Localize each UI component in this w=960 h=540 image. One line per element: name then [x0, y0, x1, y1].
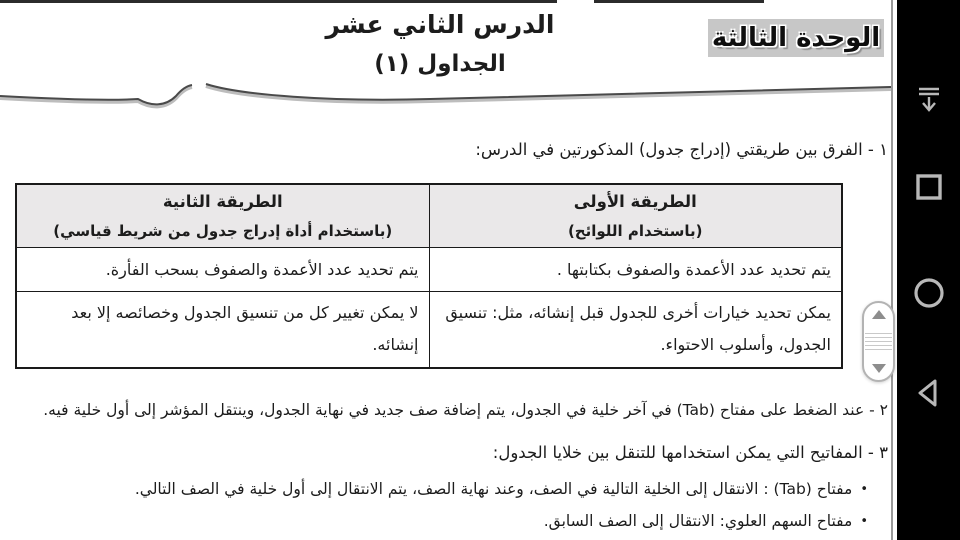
- point-3-text: ٣ - المفاتيح التي يمكن استخدامها للتنقل بين خلايا الجدول:: [492, 443, 888, 462]
- row1-method2-cell: يتم تحديد عدد الأعمدة والصفوف بسحب الفأرة.: [16, 247, 429, 291]
- scroll-control[interactable]: [862, 301, 895, 382]
- bullet-item-text: مفتاح (Tab) : الانتقال إلى الخلية التالية في الصف، وعند نهاية الصف، يتم الانتقال إلى أول خلية في الصف التالي.: [134, 480, 853, 498]
- android-nav-bar: [897, 0, 960, 540]
- header-method-2: [16, 184, 429, 247]
- scroll-up-icon[interactable]: [872, 310, 886, 319]
- lesson-header: [235, 8, 645, 77]
- back-button[interactable]: [897, 365, 960, 421]
- scroll-grip-icon[interactable]: [865, 333, 892, 350]
- recent-apps-button[interactable]: [897, 159, 960, 215]
- point-2-text: ٢ - عند الضغط على مفتاح (Tab) في آخر خلية في الجدول، يتم إضافة صف جديد في نهاية الجدول، وينتقل المؤشر إلى أول خلية فيه.: [43, 401, 888, 419]
- header-method-1-subtitle: (باستخدام اللوائح): [567, 221, 703, 240]
- point-1-text: ١ - الفرق بين طريقتي (إدراج جدول) المذكورتين في الدرس:: [475, 140, 888, 159]
- hide-keyboard-icon: [914, 84, 944, 114]
- page-top-border: [0, 0, 557, 3]
- row2-method1-cell: يمكن تحديد خيارات أخرى للجدول قبل إنشائه، مثل: تنسيق الجدول، وأسلوب الاحتواء.: [429, 291, 842, 368]
- header-method-2-subtitle: (باستخدام أداة إدراج جدول من شريط قياسي): [53, 221, 393, 240]
- header-method-2-title: الطريقة الثانية: [162, 191, 283, 211]
- bullet-icon: •: [860, 514, 868, 529]
- unit-badge: الوحدة الثالثة: [708, 19, 884, 57]
- lesson-title: الدرس الثاني عشر: [325, 10, 555, 39]
- lesson-subtitle: الجداول (١): [374, 50, 506, 77]
- home-button[interactable]: [897, 265, 960, 321]
- scroll-down-icon[interactable]: [872, 364, 886, 373]
- bullet-item-up-arrow-key: [544, 512, 868, 530]
- table-header-row: [16, 184, 842, 247]
- back-icon: [912, 376, 946, 410]
- page-top-border: [594, 0, 764, 3]
- home-icon: [913, 277, 945, 309]
- hide-keyboard-button[interactable]: [897, 71, 960, 127]
- bullet-icon: •: [860, 482, 868, 497]
- row1-method1-cell: يتم تحديد عدد الأعمدة والصفوف بكتابتها .: [429, 247, 842, 291]
- bullet-item-text: مفتاح السهم العلوي: الانتقال إلى الصف السابق.: [543, 512, 853, 530]
- header-method-1-title: الطريقة الأولى: [573, 191, 697, 211]
- header-method-1: [429, 184, 842, 247]
- page-edge-line: [891, 0, 893, 540]
- bullet-item-tab-key: [135, 480, 868, 498]
- table-row: [16, 291, 842, 368]
- methods-comparison-table: [15, 183, 843, 369]
- table-row: [16, 247, 842, 291]
- row2-method2-cell: لا يمكن تغيير كل من تنسيق الجدول وخصائصه إلا بعد إنشائه.: [16, 291, 429, 368]
- recent-apps-icon: [914, 172, 944, 202]
